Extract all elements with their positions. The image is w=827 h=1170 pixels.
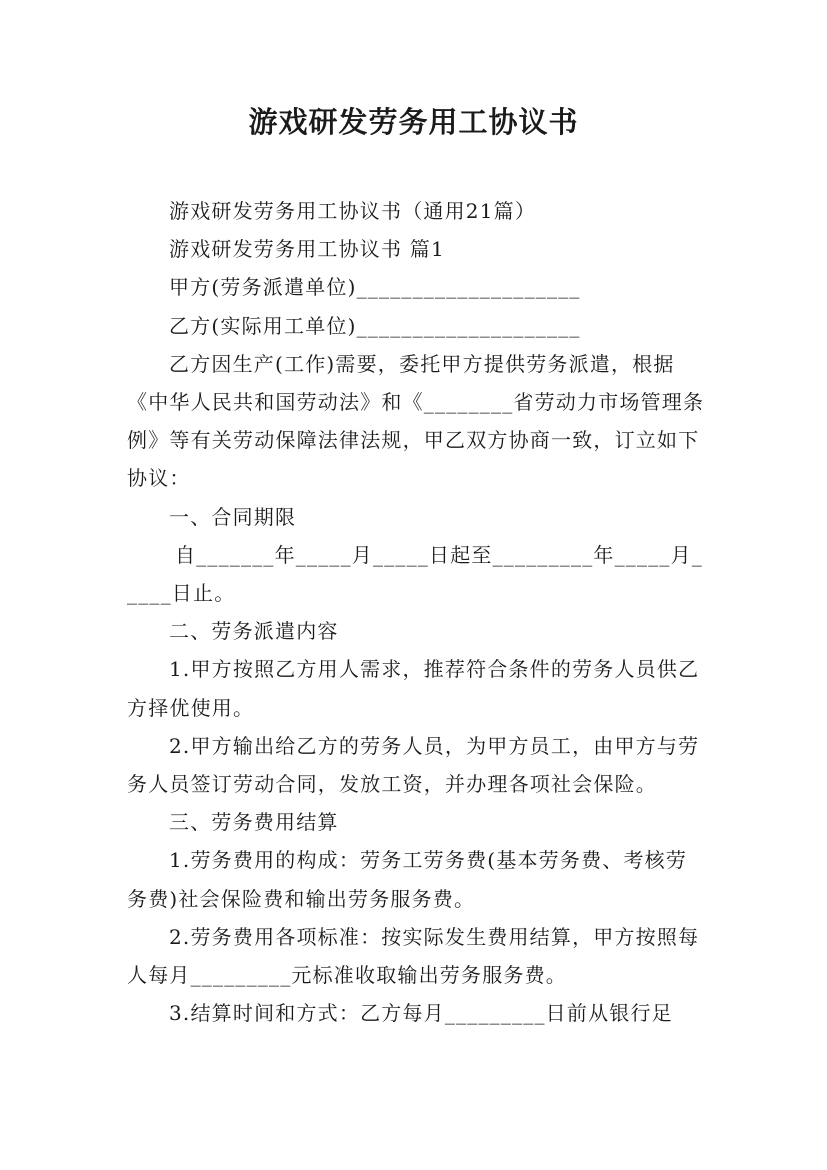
paragraph-clause-3-item-3: 3.结算时间和方式：乙方每月_________日前从银行足 <box>169 1001 673 1026</box>
paragraph-party-a: 甲方(劳务派遣单位)____________________ <box>169 275 581 300</box>
paragraph-collection-heading: 游戏研发劳务用工协议书（通用21篇） <box>169 199 537 223</box>
paragraph-clause-3-heading: 三、劳务费用结算 <box>169 810 339 835</box>
paragraph-clause-2-heading: 二、劳务派遣内容 <box>169 619 339 644</box>
paragraph-clause-1-heading: 一、合同期限 <box>169 504 297 529</box>
paragraph-clause-3-item-1: 1.劳务费用的构成：劳务工劳务费(基本劳务费、考核劳务费)社会保险费和输出劳务服务费。 <box>127 848 688 911</box>
paragraph-clause-3-item-2: 2.劳务费用各项标准：按实际发生费用结算，甲方按照每人每月_________元标准收取输出劳务服务费。 <box>127 924 700 988</box>
document-title: 游戏研发劳务用工协议书 <box>248 105 579 139</box>
document-body <box>127 192 707 1032</box>
paragraph-clause-2-item-1: 1.甲方按照乙方用人需求，推荐符合条件的劳务人员供乙方择优使用。 <box>127 657 700 720</box>
paragraph-clause-2-item-2: 2.甲方输出给乙方的劳务人员，为甲方员工，由甲方与劳务人员签订劳动合同，发放工资，并办理各项社会保险。 <box>127 733 700 797</box>
paragraph-party-b: 乙方(实际用工单位)____________________ <box>169 313 581 338</box>
paragraph-preamble: 乙方因生产(工作)需要，委托甲方提供劳务派遣，根据《中华人民共和国劳动法》和《________省劳动力市场管理条例》等有关劳动保障法律法规，甲乙双方协商一致，订立如下协议： <box>127 351 705 491</box>
paragraph-section-heading: 游戏研发劳务用工协议书 篇1 <box>169 237 445 262</box>
paragraph-contract-term: 自_______年_____月_____日起至_________年_____月_____日止。 <box>127 542 703 606</box>
